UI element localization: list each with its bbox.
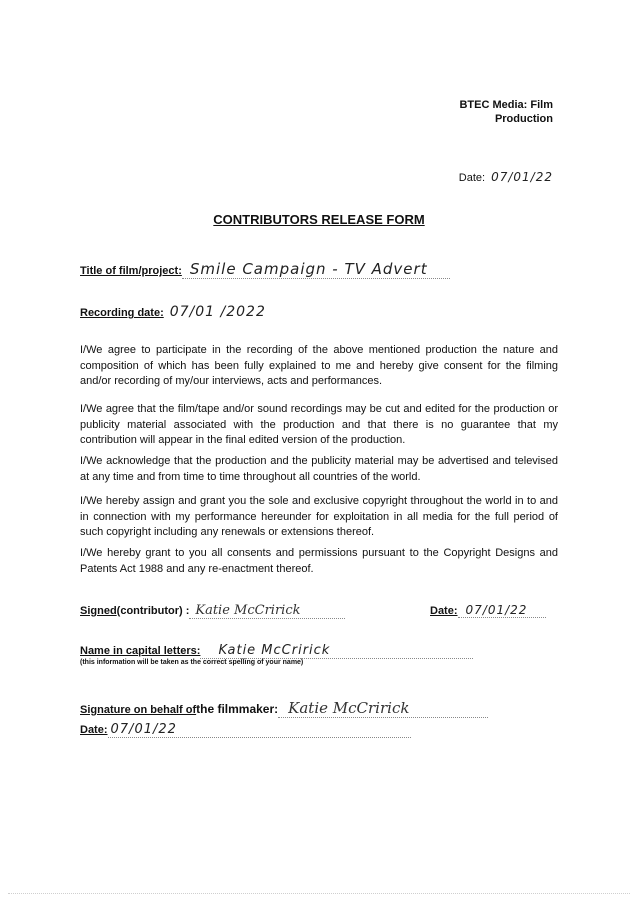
signed-date-field xyxy=(430,603,546,618)
paragraph-2: I/We agree that the film/tape and/or sound recordings may be cut and edited for the production or publicity material associated with the production and that there is no guarantee that my contribution will appear in the final edited version of the production. xyxy=(80,403,558,446)
filmmaker-label-suffix: the filmmaker: xyxy=(196,702,279,716)
name-capitals-label: Name in capital letters: xyxy=(80,645,201,657)
signed-contributor-field xyxy=(80,603,345,619)
signed-label-suffix: (contributor) : xyxy=(116,605,190,617)
course-header-line2: Production xyxy=(494,113,553,125)
form-title: CONTRIBUTORS RELEASE FORM xyxy=(213,212,425,227)
page-edge-divider xyxy=(8,893,630,894)
bottom-date-label: Date: xyxy=(80,724,108,736)
bottom-date-field xyxy=(80,722,411,738)
title-of-film-field xyxy=(80,260,450,279)
top-date-label: Date: xyxy=(458,172,486,184)
top-date-value: 07/01/22 xyxy=(491,170,553,184)
paragraph-3: I/We acknowledge that the production and the publicity material may be advertised and televised at any time and from time to time throughout all countries of the world. xyxy=(80,455,558,483)
signed-date-value: 07/01/22 xyxy=(458,603,546,618)
paragraph-1: I/We agree to participate in the recording of the above mentioned production the nature and composition of which has been fully explained to me and hereby give consent for the filming and/or recording of my/our interviews, acts and performances. xyxy=(80,344,558,387)
name-spelling-note: (this information will be taken as the correct spelling of your name) xyxy=(80,659,304,666)
name-capitals-field xyxy=(80,643,473,659)
top-date xyxy=(459,170,553,184)
filmmaker-signature-field xyxy=(80,699,488,718)
course-header xyxy=(459,98,553,126)
signed-date-label: Date: xyxy=(430,605,458,617)
contributor-signature: Katie McCririck xyxy=(189,603,345,619)
paragraph-4: I/We hereby assign and grant you the sole and exclusive copyright throughout the world in to and in connection with my performance hereunder for exploitation in all media for the full period of such copyright including any renewals or extensions thereof. xyxy=(80,495,558,538)
filmmaker-label: Signature on behalf of xyxy=(80,704,197,716)
bottom-date-value: 07/01/22 xyxy=(108,722,411,738)
title-of-film-value: Smile Campaign - TV Advert xyxy=(182,260,450,279)
signed-label: Signed xyxy=(80,605,117,617)
recording-date-label: Recording date: xyxy=(80,307,164,319)
recording-date-value: 07/01 /2022 xyxy=(169,304,266,320)
title-of-film-label: Title of film/project: xyxy=(80,265,182,277)
course-header-line1: BTEC Media: Film xyxy=(459,99,553,111)
name-capitals-value: Katie McCririck xyxy=(200,643,473,659)
recording-date-field xyxy=(80,304,266,320)
filmmaker-signature: Katie McCririck xyxy=(278,699,488,718)
paragraph-5: I/We hereby grant to you all consents and permissions pursuant to the Copyright Designs and Patents Act 1988 and any re-enactment thereof. xyxy=(80,547,558,575)
